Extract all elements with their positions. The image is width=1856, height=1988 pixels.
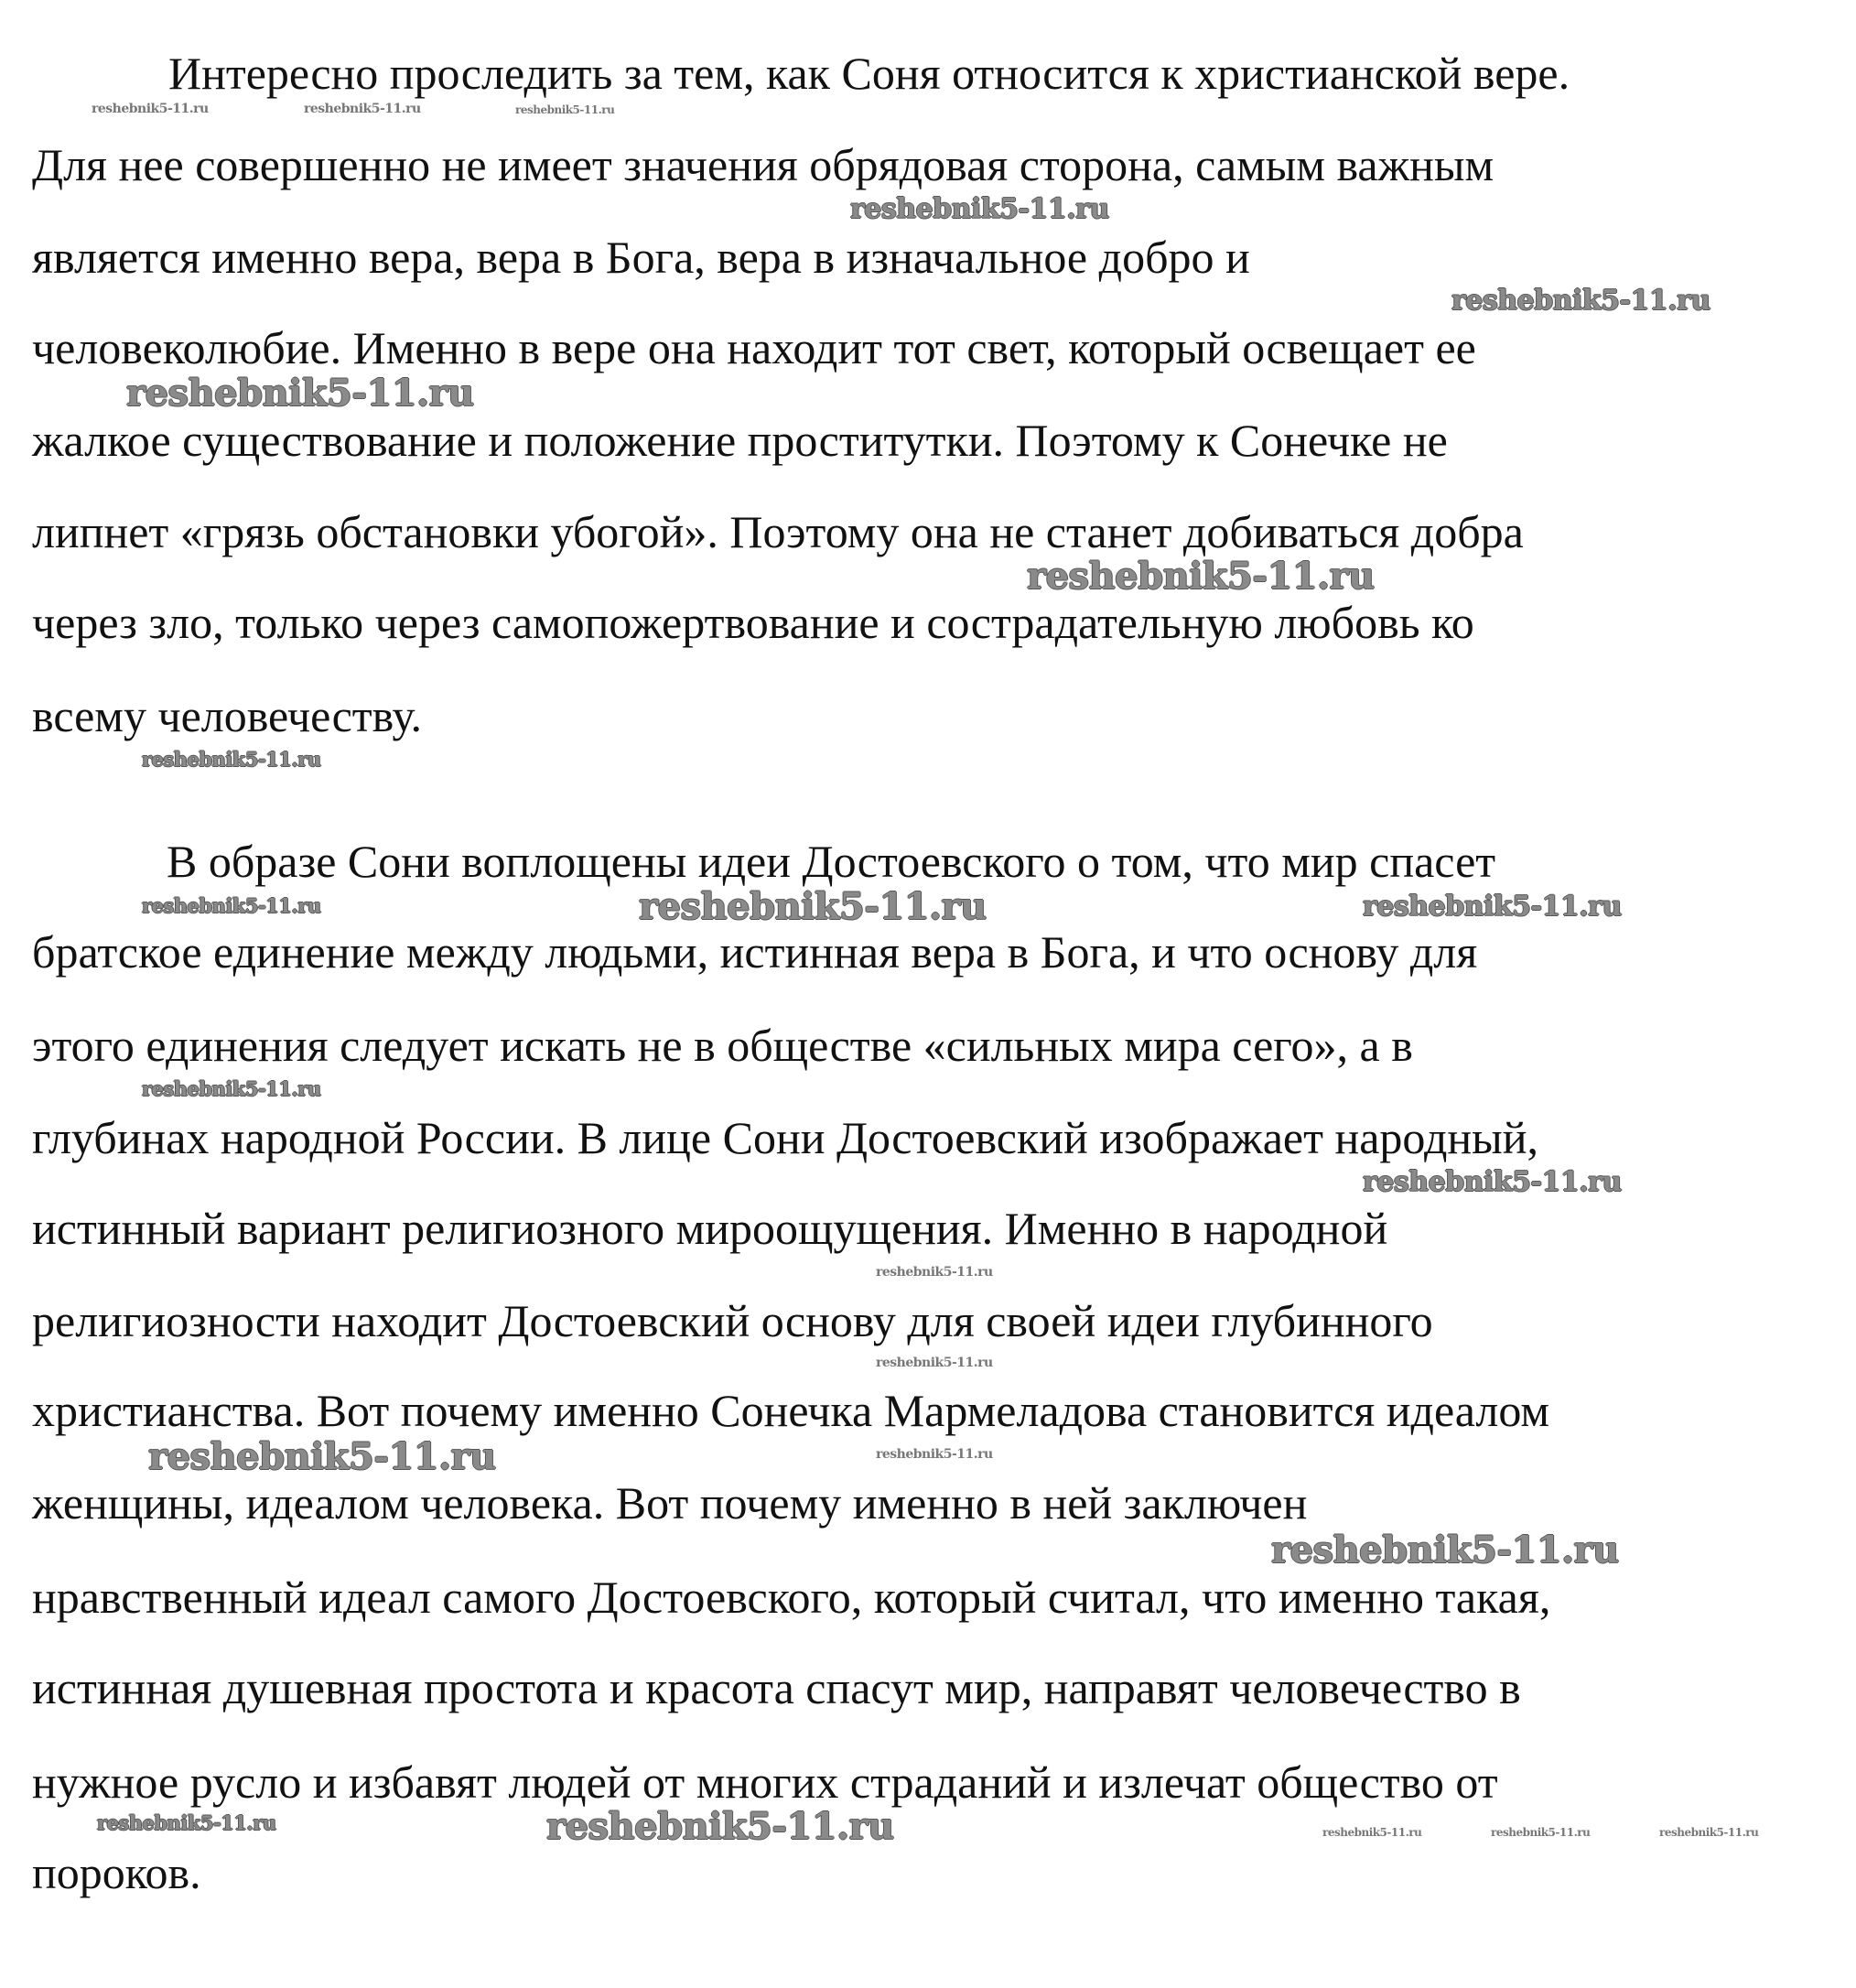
text-line: Интересно проследить за тем, как Соня относится к христианской вере. [168,48,1570,99]
watermark: reshebnik5-11.ru [1271,1529,1619,1572]
watermark: reshebnik5-11.ru [515,103,615,116]
watermark: reshebnik5-11.ru [876,1447,993,1462]
watermark: reshebnik5-11.ru [1659,1826,1759,1839]
watermark: reshebnik5-11.ru [1451,285,1710,317]
watermark: reshebnik5-11.ru [639,885,987,928]
text-line: глубинах народной России. В лице Сони Достоевский изображает народный, [32,1112,1538,1163]
text-line: человеколюбие. Именно в вере она находит тот свет, который освещает ее [32,322,1476,373]
text-line: истинный вариант религиозного мироощущения. Именно в народной [32,1203,1388,1254]
watermark: reshebnik5-11.ru [142,1077,321,1100]
text-line: женщины, идеалом человека. Вот почему именно в ней заключен [32,1477,1308,1529]
watermark: reshebnik5-11.ru [876,1356,993,1370]
text-line: В образе Сони воплощены идеи Достоевского о том, что мир спасет [167,836,1496,887]
watermark: reshebnik5-11.ru [1322,1826,1422,1839]
watermark: reshebnik5-11.ru [876,1265,993,1280]
watermark: reshebnik5-11.ru [126,372,474,415]
text-line: Для нее совершенно не имеет значения обрядовая сторона, самым важным [32,139,1495,190]
watermark: reshebnik5-11.ru [1363,1166,1622,1198]
text-line: истинная душевная простота и красота спасут мир, направят человечество в [32,1662,1521,1713]
text-line: жалкое существование и положение проститутки. Поэтому к Сонечке не [32,415,1448,466]
watermark: reshebnik5-11.ru [1363,891,1622,923]
text-line: этого единения следует искать не в обществе «сильных мира сего», а в [32,1020,1413,1071]
watermark: reshebnik5-11.ru [142,894,321,917]
watermark: reshebnik5-11.ru [1027,555,1375,598]
text-line: нужное русло и избавят людей от многих страданий и излечат общество от [32,1756,1498,1808]
text-line: религиозности находит Достоевский основу для своей идеи глубинного [32,1295,1433,1346]
text-line: через зло, только через самопожертвование и сострадательную любовь ко [32,597,1474,648]
text-line: является именно вера, вера в Бога, вера в изначальное добро и [32,232,1250,283]
watermark: reshebnik5-11.ru [97,1811,276,1834]
text-line: липнет «грязь обстановки убогой». Поэтому она не станет добиваться добра [32,506,1524,557]
watermark: reshebnik5-11.ru [1491,1826,1591,1839]
text-line: всему человечеству. [32,690,423,741]
watermark: reshebnik5-11.ru [546,1805,894,1848]
watermark: reshebnik5-11.ru [148,1435,496,1478]
watermark: reshebnik5-11.ru [304,102,421,116]
text-line: пороков. [32,1847,201,1898]
text-line: нравственный идеал самого Достоевского, который считал, что именно такая, [32,1572,1551,1623]
watermark: reshebnik5-11.ru [142,748,321,771]
watermark: reshebnik5-11.ru [850,193,1109,225]
watermark: reshebnik5-11.ru [92,102,209,116]
text-line: христианства. Вот почему именно Сонечка Мармеладова становится идеалом [32,1385,1550,1436]
text-line: братское единение между людьми, истинная вера в Бога, и что основу для [32,926,1478,978]
